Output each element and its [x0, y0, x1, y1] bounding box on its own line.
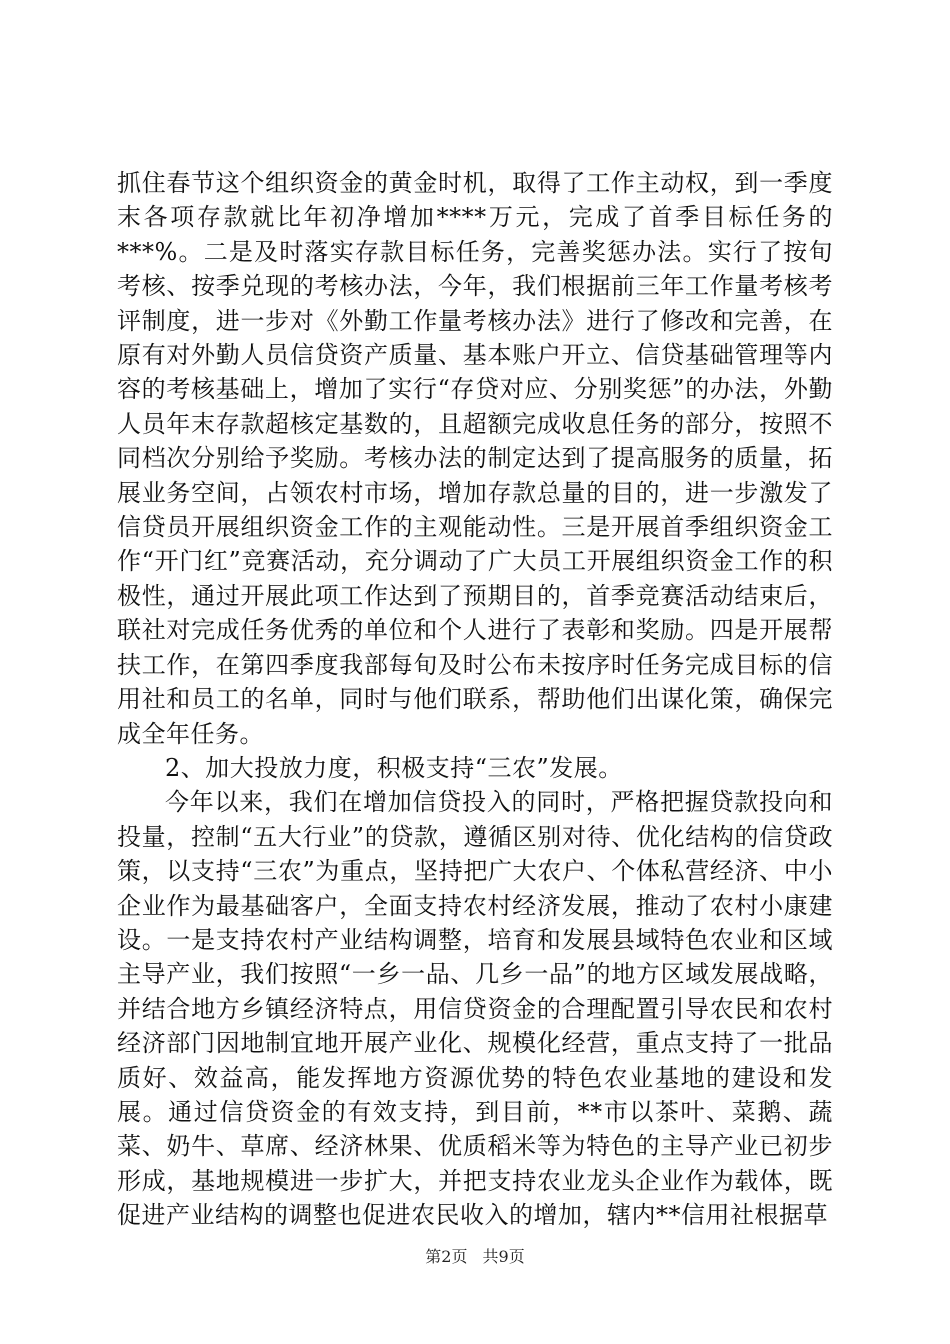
- paragraph-3: 今年以来，我们在增加信贷投入的同时，严格把握贷款投向和投量，控制“五大行业”的贷款，遵循区别对待、优化结构的信贷政策，以支持“三农”为重点，坚持把广大农户、个体私营经济、中小企业作为最基础客户，全面支持农村经济发展，推动了农村小康建设。一是支持农村产业结构调整，培育和发展县域特色农业和区域主导产业，我们按照“一乡一品、几乡一品”的地方区域发展战略，并结合地方乡镇经济特点，用信贷资金的合理配置引导农民和农村经济部门因地制宜地开展产业化、规模化经营，重点支持了一批品质好、效益高，能发挥地方资源优势的特色农业基地的建设和发展。通过信贷资金的有效支持，到目前，**市以茶叶、菜鹅、蔬菜、奶牛、草席、经济林果、优质稻米等为特色的主导产业已初步形成，基地规模进一步扩大，并把支持农业龙头企业作为载体，既促进产业结构的调整也促进农民收入的增加，辖内**信用社根据草: [117, 788, 833, 1230]
- paragraph-1: 抓住春节这个组织资金的黄金时机，取得了工作主动权，到一季度末各项存款就比年初净增加****万元，完成了首季目标任务的***%。二是及时落实存款目标任务，完善奖惩办法。实行了按旬考核、按季兑现的考核办法，今年，我们根据前三年工作量考核考评制度，进一步对《外勤工作量考核办法》进行了修改和完善，在原有对外勤人员信贷资产质量、基本账户开立、信贷基础管理等内容的考核基础上，增加了实行“存贷对应、分别奖惩”的办法，外勤人员年末存款超核定基数的，且超额完成收息任务的部分，按照不同档次分别给予奖励。考核办法的制定达到了提高服务的质量，拓展业务空间，占领农村市场，增加存款总量的目的，进一步激发了信贷员开展组织资金工作的主观能动性。三是开展首季组织资金工作“开门红”竞赛活动，充分调动了广大员工开展组织资金工作的积极性，通过开展此项工作达到了预期目的，首季竞赛活动结束后，联社对完成任务优秀的单位和个人进行了表彰和奖励。四是开展帮扶工作，在第四季度我部每旬及时公布未按序时任务完成目标的信用社和员工的名单，同时与他们联系，帮助他们出谋化策，确保完成全年任务。: [117, 169, 833, 748]
- page-footer: [0, 1244, 950, 1267]
- page-number-current: 第2页: [425, 1247, 468, 1266]
- page-number-total: 共9页: [482, 1247, 525, 1266]
- document-body: [117, 166, 833, 1233]
- paragraph-2-heading: 2、加大投放力度，积极支持“三农”发展。: [165, 753, 623, 782]
